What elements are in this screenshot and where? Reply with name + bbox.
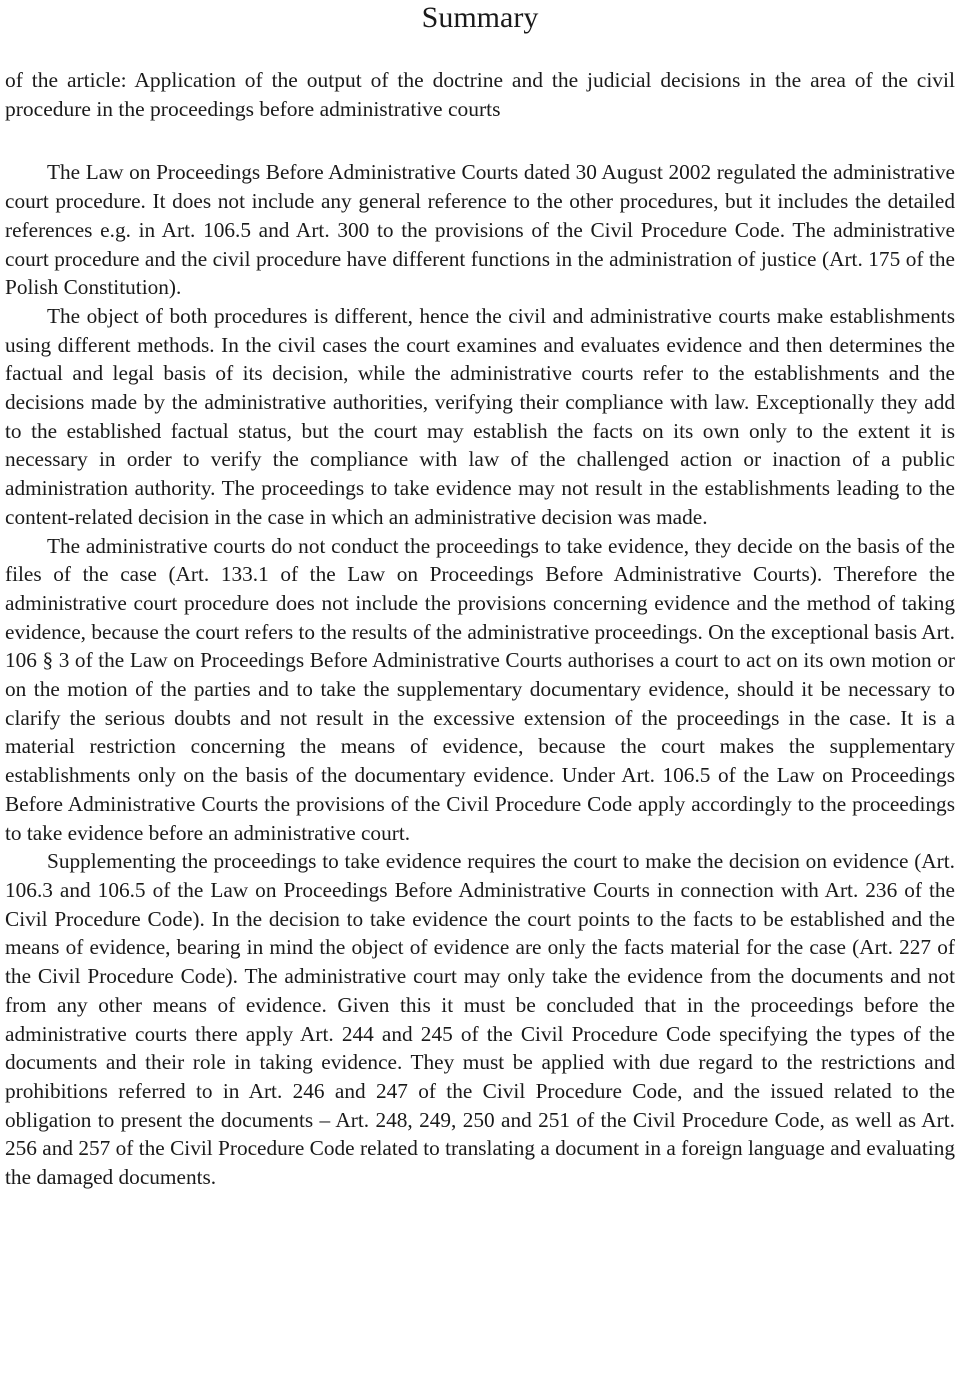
paragraph-1: The Law on Proceedings Before Administrative Courts dated 30 August 2002 regulated the administrative court procedure. It does not include any general reference to the other procedures, but it includes the detailed references e.g. in Art. 106.5 and Art. 300 to the provisions of the Civil Procedure Code. The administrative court procedure and the civil procedure have different functions in the administration of justice (Art. 175 of the Polish Constitution). xyxy=(5,160,955,300)
page-title: Summary xyxy=(421,1,539,34)
paragraph-2: The object of both procedures is different, hence the civil and administrative courts make establishments using different methods. In the civil cases the court examines and evaluates evidence and then determines the factual and legal basis of its decision, while the administrative courts refer to the establishments and the decisions made by the administrative authorities, verifying their compliance with law. Exceptionally they add to the established factual status, but the court may establish the facts on its own only to the extent it is necessary in order to verify the compliance with law of the challenged action or inaction of a public administration authority. The proceedings to take evidence may not result in the establishments leading to the content-related decision in the case in which an administrative decision was made. xyxy=(5,303,955,529)
document-page xyxy=(5,0,955,1192)
paragraph-4: Supplementing the proceedings to take evidence requires the court to make the decision on evidence (Art. 106.3 and 106.5 of the Law on Proceedings Before Administrative Courts in connection with Art. 236 of the Civil Procedure Code). In the decision to take evidence the court points to the facts to be established and the means of evidence, bearing in mind the object of evidence are only the facts material for the case (Art. 227 of the Civil Procedure Code). The administrative court may only take the evidence from the documents and not from any other means of evidence. Given this it must be concluded that in the proceedings before the administrative courts there apply Art. 244 and 245 of the Civil Procedure Code specifying the types of the documents and their role in taking evidence. They must be applied with due regard to the restrictions and prohibitions referred to in Art. 246 and 247 of the Civil Procedure Code, and the issued related to the obligation to present the documents – Art. 248, 249, 250 and 251 of the Civil Procedure Code, as well as Art. 256 and 257 of the Civil Procedure Code related to translating a document in a foreign language and evaluating the damaged documents. xyxy=(5,849,955,1190)
paragraph-3: The administrative courts do not conduct the proceedings to take evidence, they decide on the basis of the files of the case (Art. 133.1 of the Law on Proceedings Before Administrative Courts). Therefore the administrative court procedure does not include the provisions concerning evidence and the method of taking evidence, because the court refers to the results of the administrative proceedings. On the exceptional basis Art. 106 § 3 of the Law on Proceedings Before Administrative Courts authorises a court to act on its own motion or on the motion of the parties and to take the supplementary documentary evidence, should it be necessary to clarify the serious doubts and not result in the excessive extension of the proceedings in the case. It is a material restriction concerning the means of evidence, because the court makes the supplementary establishments only on the basis of the documentary evidence. Under Art. 106.5 of the Law on Proceedings Before Administrative Courts the provisions of the Civil Procedure Code apply accordingly to the proceedings to take evidence before an administrative court. xyxy=(5,533,955,845)
article-subtitle: of the article: Application of the output of the doctrine and the judicial decisions in the area of the civil procedure in the proceedings before administrative courts xyxy=(5,68,955,121)
summary-body xyxy=(5,158,955,1191)
